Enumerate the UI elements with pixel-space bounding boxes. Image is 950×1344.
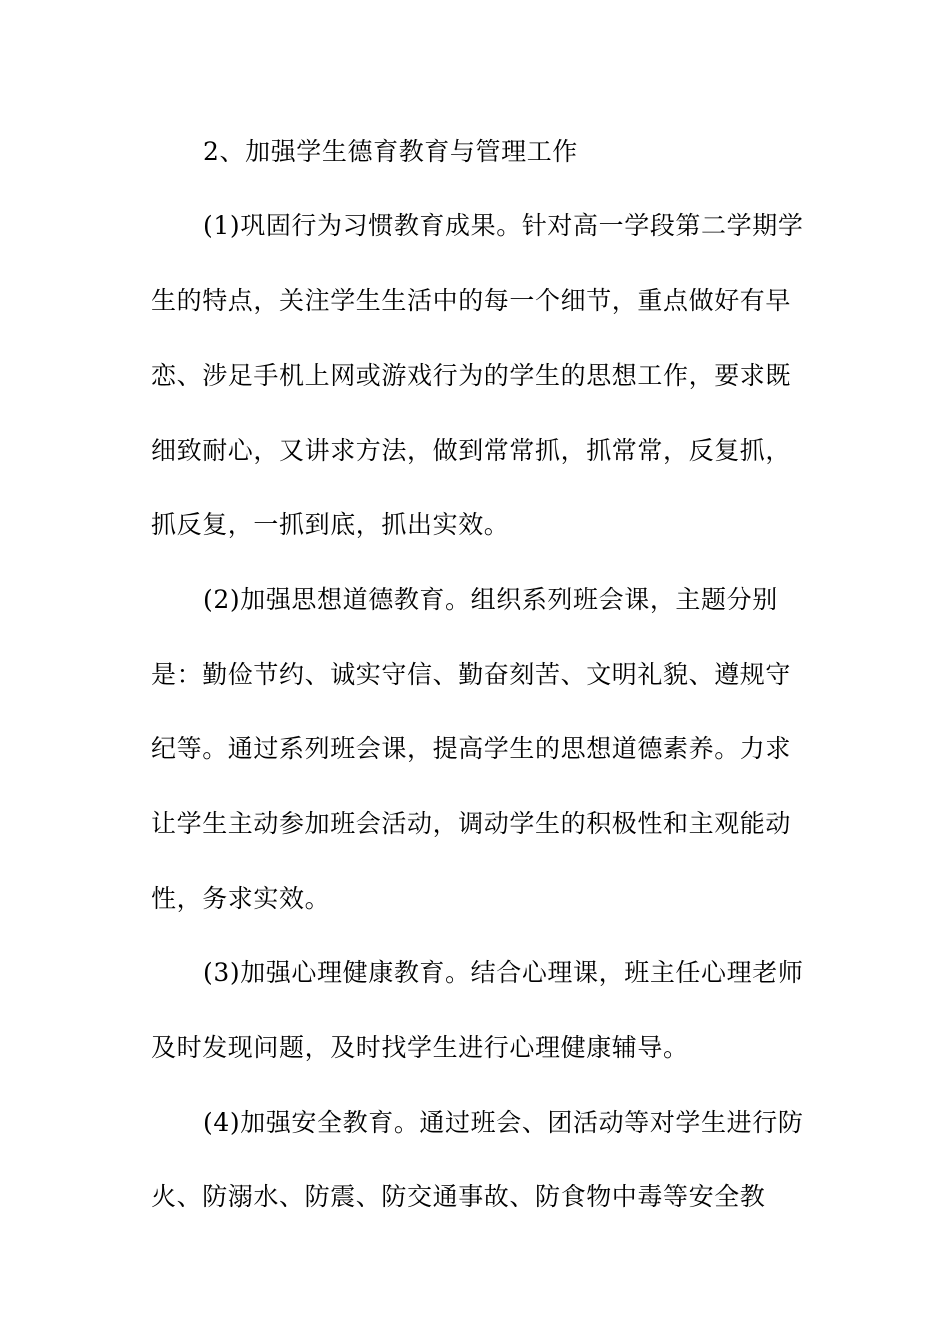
paragraph-2-line-3: 纪等。通过系列班会课，提高学生的思想道德素养。力求 [151,734,792,763]
paragraph-2-line-5: 性，务求实效。 [151,884,331,913]
paragraph-2-line-1: (2)加强思想道德教育。组织系列班会课，主题分别 [203,585,778,614]
paragraph-3-line-2: 及时发现问题，及时找学生进行心理健康辅导。 [151,1033,689,1062]
paragraph-2-line-4: 让学生主动参加班会活动，调动学生的积极性和主观能动 [151,809,792,838]
paragraph-1-line-1: (1)巩固行为习惯教育成果。针对高一学段第二学期学 [203,211,804,240]
paragraph-3-line-1: (3)加强心理健康教育。结合心理课，班主任心理老师 [203,958,804,987]
paragraph-1-line-3: 恋、涉足手机上网或游戏行为的学生的思想工作，要求既 [151,361,792,390]
paragraph-2-line-2: 是：勤俭节约、诚实守信、勤奋刻苦、文明礼貌、遵规守 [151,660,792,689]
section-heading: 2、加强学生德育教育与管理工作 [203,137,578,166]
paragraph-1-line-4: 细致耐心，又讲求方法，做到常常抓，抓常常，反复抓， [151,436,792,465]
paragraph-4-line-1: (4)加强安全教育。通过班会、团活动等对学生进行防 [203,1108,804,1137]
paragraph-4-line-2: 火、防溺水、防震、防交通事故、防食物中毒等安全教 [151,1182,766,1211]
paragraph-1-line-2: 生的特点，关注学生生活中的每一个细节，重点做好有早 [151,286,792,315]
paragraph-1-line-5: 抓反复，一抓到底，抓出实效。 [151,510,510,539]
